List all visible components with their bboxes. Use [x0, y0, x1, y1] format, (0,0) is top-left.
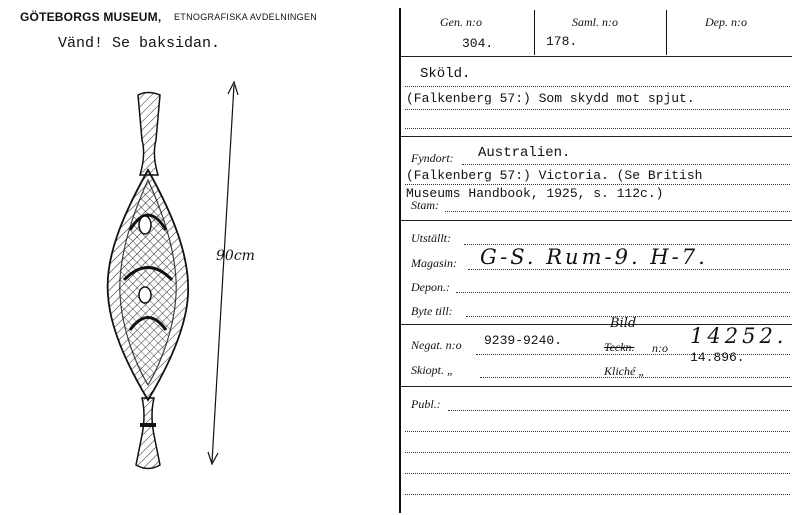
section-rule: [400, 386, 792, 387]
gen-value: 304.: [462, 36, 494, 51]
section-rule: [400, 220, 792, 221]
bild-label: Bild: [610, 316, 637, 331]
object-note: (Falkenberg 57:) Som skydd mot spjut.: [406, 91, 695, 106]
rule-line: [405, 86, 790, 87]
rule-line: [405, 109, 790, 110]
card-left-border: [399, 8, 401, 513]
turn-over-note: Vänd! Se baksidan.: [58, 35, 221, 52]
negat-value: 9239-9240.: [484, 333, 563, 348]
museum-name: GÖTEBORGS MUSEUM,: [20, 10, 162, 24]
dep-label: Dep. n:o: [705, 15, 747, 29]
object-title: Sköld.: [420, 66, 471, 82]
stam-label: Stam:: [411, 198, 439, 212]
teckn-value: 14.896.: [690, 350, 745, 365]
rule-line: [405, 452, 790, 453]
saml-label: Saml. n:o: [572, 15, 618, 29]
rule-line: [405, 473, 790, 474]
department-name: ETNOGRAFISKA AVDELNINGEN: [174, 12, 318, 22]
kliche-label: Kliché „: [604, 364, 645, 378]
header-rule: [400, 56, 792, 57]
teckn-label: Teckn.: [604, 340, 635, 354]
shield-drawing: [90, 80, 290, 480]
skiopt-label: Skiopt. „: [411, 363, 454, 377]
rule-line: [405, 494, 790, 495]
saml-value: 178.: [546, 34, 578, 49]
rule-line: [405, 184, 790, 185]
magasin-label: Magasin:: [411, 256, 457, 270]
depon-label: Depon.:: [411, 280, 450, 294]
magasin-value: G-S. Rum-9. H-7.: [480, 245, 708, 269]
fyndort-line-3: Museums Handbook, 1925, s. 112c.): [406, 186, 664, 201]
publ-label: Publ.:: [411, 397, 441, 411]
fyndort-line-2: (Falkenberg 57:) Victoria. (Se British: [406, 168, 703, 183]
rule-line: [405, 431, 790, 432]
header-divider-1: [534, 10, 535, 55]
teckn-no-label: n:o: [652, 341, 668, 355]
section-rule: [400, 136, 792, 137]
fyndort-value: Australien.: [478, 145, 571, 161]
rule-line: [456, 292, 790, 293]
rule-line: [476, 354, 790, 355]
utstallt-label: Utställt:: [411, 231, 452, 245]
rule-line: [468, 269, 790, 270]
rule-line: [448, 410, 790, 411]
rule-line: [462, 164, 790, 165]
negat-label: Negat. n:o: [411, 338, 462, 352]
rule-line: [445, 211, 790, 212]
byte-label: Byte till:: [411, 304, 453, 318]
rule-line: [405, 128, 790, 129]
gen-label: Gen. n:o: [440, 15, 482, 29]
fyndort-label: Fyndort:: [411, 151, 454, 165]
rule-line: [480, 377, 790, 378]
bild-value: 14252.: [690, 324, 788, 348]
header-divider-2: [666, 10, 667, 55]
dimension-label: 90cm: [216, 248, 255, 264]
